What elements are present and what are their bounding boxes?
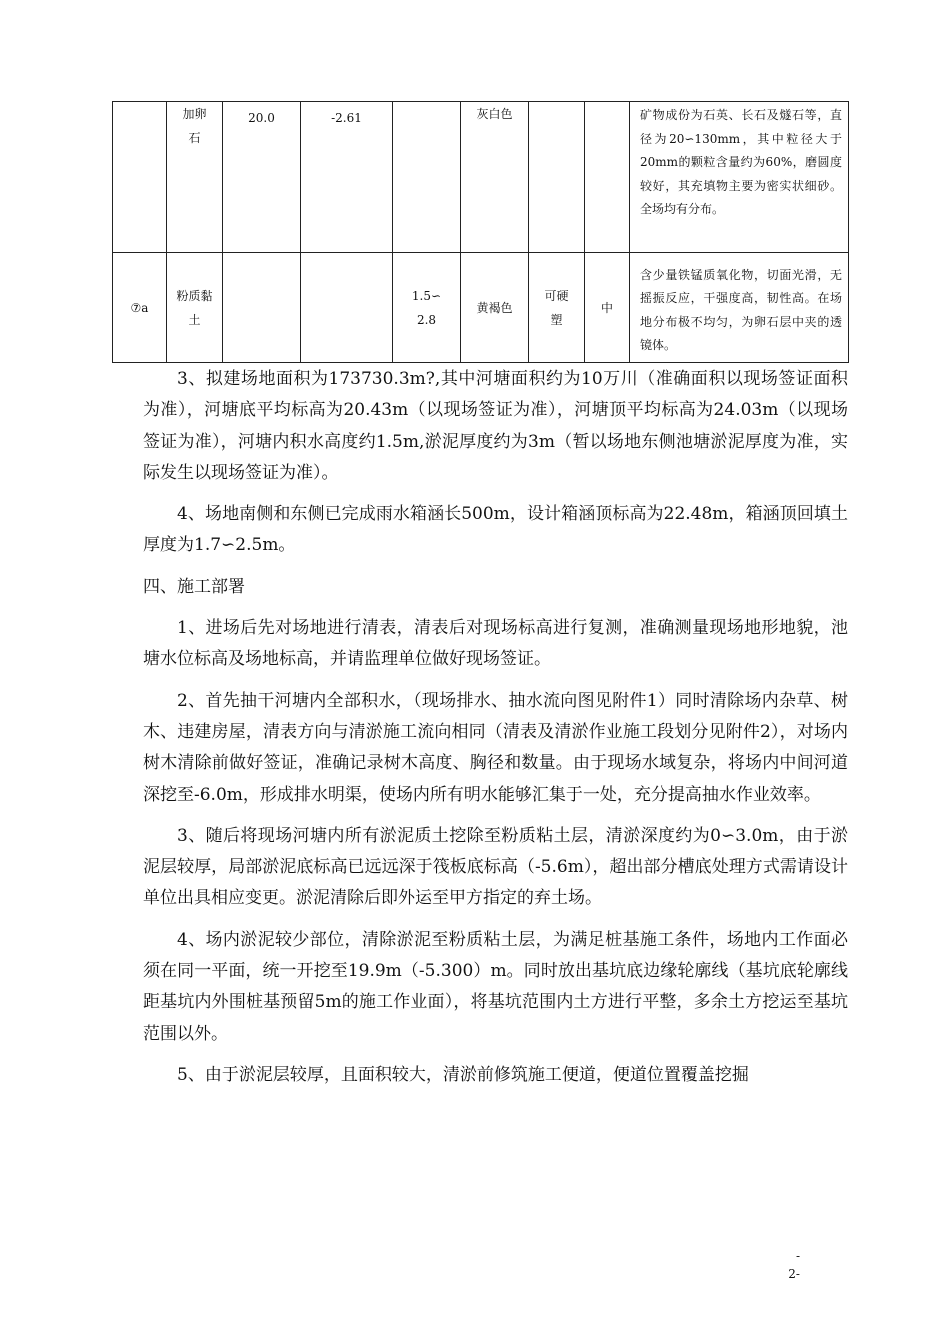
soil-layer-table [112, 101, 849, 363]
depth-cell [393, 102, 461, 253]
paragraph: 4、场地南侧和东侧已完成雨水箱涵长500m，设计箱涵顶标高为22.48m，箱涵顶回填土厚度为1.7∽2.5m。 [143, 504, 848, 556]
section-heading: 四、施工部署 [143, 576, 245, 597]
table-row [113, 102, 849, 253]
thickness-cell: 20.0 [223, 102, 301, 253]
color-cell: 灰白色 [461, 102, 529, 253]
paragraph: 3、随后将现场河塘内所有淤泥质土挖除至粉质粘土层，清淤深度约为0∽3.0m，由于淤泥层较厚，局部淤泥底标高已远远深于筏板底标高（-5.6m），超出部分槽底处理方式需请设计单位出具相应变更。淤泥清除后即外运至甲方指定的弃土场。 [143, 825, 848, 909]
thickness-cell [223, 253, 301, 363]
paragraph: 4、场内淤泥较少部位，清除淤泥至粉质粘土层，为满足桩基施工条件，场地内工作面必须在同一平面，统一开挖至19.9m（-5.300）m。同时放出基坑底边缘轮廓线（基坑底轮廓线距基坑内外围桩基预留5m的施工作业面），将基坑范围内土方进行平整，多余土方挖运至基坑范围以外。 [143, 929, 848, 1044]
paragraph: 3、拟建场地面积为173730.3m?,其中河塘面积约为10万川（准确面积以现场签证面积为准），河塘底平均标高为20.43m（以现场签证为准），河塘顶平均标高为24.03m（以现场签证为准），河塘内积水高度约1.5m,淤泥厚度约为3m（暂以场地东侧池塘淤泥厚度为准，实际发生以现场签证为准）。 [143, 369, 848, 483]
depth-cell: 1.5∽ 2.8 [393, 253, 461, 363]
paragraph: 1、进场后先对场地进行清表，清表后对现场标高进行复测，准确测量现场地形地貌，池塘水位标高及场地标高，并请监理单位做好现场签证。 [143, 618, 848, 670]
layer-code-cell: ⑦a [113, 253, 167, 363]
density-cell [585, 102, 630, 253]
paragraph: 2、首先抽干河塘内全部积水，（现场排水、抽水流向图见附件1）同时清除场内杂草、树木、违建房屋，清表方向与清淤施工流向相同（清表及清淤作业施工段划分见附件2），对场内树木清除前做好签证，准确记录树木高度、胸径和数量。由于现场水域复杂，将场内中间河道深挖至-6.0m，形成排水明渠，使场内所有明水能够汇集于一处，充分提高抽水作业效率。 [143, 690, 848, 805]
state-cell [529, 102, 585, 253]
table-row [113, 253, 849, 363]
layer-name-cell: 粉质黏 土 [167, 253, 223, 363]
color-cell: 黄褐色 [461, 253, 529, 363]
footer-dash: - [795, 1249, 800, 1263]
description-cell: 含少量铁锰质氧化物，切面光滑，无摇振反应，干强度高，韧性高。在场地分布极不均匀，为卵石层中夹的透镜体。 [630, 253, 849, 363]
elevation-cell [301, 253, 393, 363]
description-cell: 矿物成份为石英、长石及燧石等，直径为20∽130mm，其中粒径大于20mm的颗粒含量约为60%，磨圆度较好，其充填物主要为密实状细砂。全场均有分布。 [630, 102, 849, 253]
page-number: 2- [788, 1267, 800, 1281]
page-footer [788, 1247, 800, 1283]
layer-code-cell [113, 102, 167, 253]
density-cell: 中 [585, 253, 630, 363]
state-cell: 可硬 塑 [529, 253, 585, 363]
layer-name-cell: 加卵 石 [167, 102, 223, 253]
paragraph: 5、由于淤泥层较厚，且面积较大，清淤前修筑施工便道，便道位置覆盖挖掘 [177, 1064, 749, 1085]
elevation-cell: -2.61 [301, 102, 393, 253]
body-text [143, 364, 848, 1101]
